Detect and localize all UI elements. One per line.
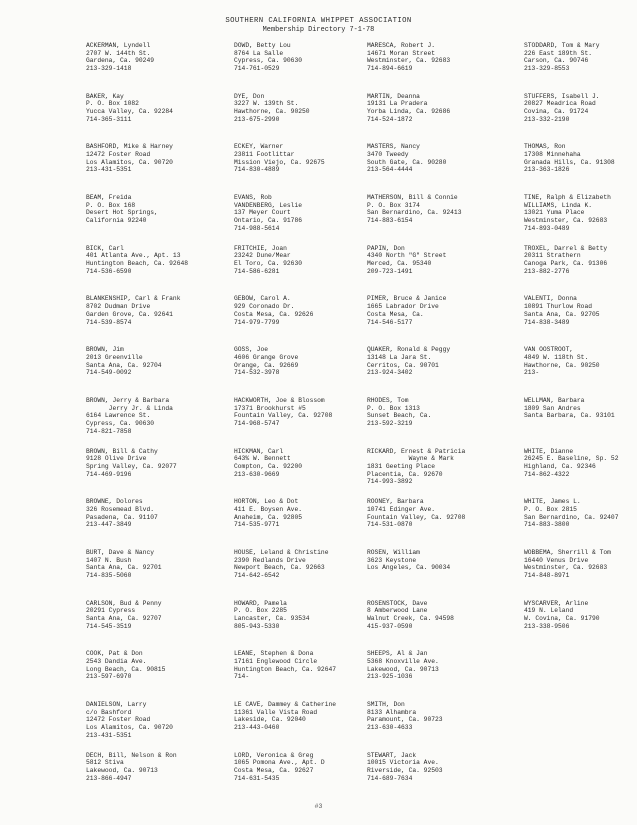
directory-entry	[367, 93, 524, 144]
directory-entry	[86, 498, 234, 549]
member-name: COOK, Pat & Don	[86, 650, 143, 658]
entry-line: 13021 Yuma Place	[524, 209, 585, 217]
directory-entry	[367, 194, 524, 245]
entry-line: Long Beach, Ca. 90815	[86, 665, 166, 673]
member-name: MARTIN, Deanna	[367, 92, 420, 100]
entry-line: Los Angeles, Ca. 90034	[367, 564, 451, 572]
directory-entry	[524, 549, 636, 600]
entry-line: Lancaster, Ca. 93534	[234, 614, 310, 622]
entry-line: 20291 Cypress	[86, 607, 136, 615]
member-name: SMITH, Don	[367, 700, 405, 708]
entry-line: 2390 Redlands Drive	[234, 556, 306, 564]
directory-entry	[524, 42, 636, 93]
entry-line: Lakewood, Ca. 90713	[367, 665, 439, 673]
directory-entry	[234, 143, 367, 194]
member-name: CARLSON, Bud & Penny	[86, 599, 162, 607]
entry-line: 2013 Greenville	[86, 353, 143, 361]
directory-entry	[367, 600, 524, 651]
entry-line: Orange, Ca. 92669	[234, 361, 299, 369]
member-name: PAPIN, Don	[367, 244, 405, 252]
entry-line: 714-524-1872	[367, 115, 413, 123]
member-name: QUAKER, Ronald & Peggy	[367, 346, 451, 354]
entry-line: Huntington Beach, Ca. 92648	[86, 260, 189, 268]
member-name: MARESCA, Robert J.	[367, 42, 436, 49]
member-name: BASHFORD, Mike & Harney	[86, 143, 173, 151]
entry-line: Garden Grove, Ca. 92641	[86, 310, 173, 318]
page-number: #3	[314, 803, 323, 810]
entry-line: California 92240	[86, 217, 147, 225]
entry-line: 213-447-3849	[86, 521, 132, 529]
entry-line: 714-988-5614	[234, 224, 280, 232]
entry-line: Covina, Ca. 91724	[524, 108, 589, 116]
entry-line: 714-	[234, 673, 250, 681]
entry-line: Desert Hot Springs,	[86, 209, 158, 217]
directory-entry	[86, 143, 234, 194]
entry-line: 714-642-6542	[234, 571, 280, 579]
entry-line: 8702 Dudman Drive	[86, 303, 151, 311]
entry-line: 5812 Stiva	[86, 759, 124, 767]
member-name: WHITE, James L.	[524, 498, 581, 506]
entry-line: 20827 Meadrica Road	[524, 100, 596, 108]
entry-line: San Bernardino, Ca. 92407	[524, 513, 619, 521]
entry-line: 714-532-3978	[234, 369, 280, 377]
entry-line: San Bernardino, Ca. 92413	[367, 209, 462, 217]
member-name: DOWD, Betty Lou	[234, 42, 291, 49]
entry-line: Westminster, Ca. 92683	[524, 564, 608, 572]
entry-line: 213-675-2990	[234, 115, 280, 123]
entry-line: Sunset Beach, Ca.	[367, 412, 432, 420]
member-name: BROWNE, Dolores	[86, 498, 143, 506]
entry-line: 17371 Brookhurst #5	[234, 404, 306, 412]
entry-line: Santa Ana, Ca. 92707	[86, 614, 162, 622]
entry-line: 213-564-4444	[367, 166, 413, 174]
entry-line: 714-883-6154	[367, 217, 413, 225]
member-name: RHODES, Tom	[367, 396, 409, 404]
entry-line: 17308 Minnehaha	[524, 151, 581, 159]
entry-line: 213-338-9506	[524, 622, 570, 630]
entry-line: Hawthorne, Ca. 90250	[524, 361, 600, 369]
directory-entry	[234, 650, 367, 701]
entry-line: P. O. Box 168	[86, 201, 136, 209]
entry-line: 929 Coronado Dr.	[234, 303, 295, 311]
entry-line: 213-431-5351	[86, 731, 132, 739]
entry-line: 1831 Geeting Place	[367, 462, 436, 470]
entry-line: WILLIAMS, Linda K.	[524, 201, 593, 209]
directory-entry	[234, 346, 367, 397]
entry-line: Placentia, Ca. 92670	[367, 470, 443, 478]
entry-line: Hawthorne, Ca. 90250	[234, 108, 310, 116]
entry-line: 714-968-5747	[234, 419, 280, 427]
entry-line: 1407 N. Bush	[86, 556, 132, 564]
entry-line: 2707 W. 144th St.	[86, 49, 151, 57]
entry-line: 19131 La Pradera	[367, 100, 428, 108]
member-name: STEWART, Jack	[367, 751, 417, 759]
directory-entry	[86, 93, 234, 144]
member-name: STODDARD, Tom & Mary	[524, 42, 600, 49]
entry-line: 11361 Valle Vista Road	[234, 708, 318, 716]
page-header	[0, 17, 637, 35]
entry-line: 3623 Keystone	[367, 556, 417, 564]
directory-grid	[86, 42, 636, 802]
member-name: HOWARD, Pamela	[234, 599, 287, 607]
entry-line: 10015 Victoria Ave.	[367, 759, 439, 767]
entry-line: 14671 Moran Street	[367, 49, 436, 57]
directory-entry	[86, 397, 234, 448]
entry-line: Spring Valley, Ca. 92077	[86, 462, 177, 470]
member-name: DECH, Bill, Nelson & Ron	[86, 751, 177, 759]
entry-line: Fountain Valley, Ca. 92708	[234, 412, 333, 420]
directory-entry	[86, 549, 234, 600]
entry-line: 213-443-0460	[234, 724, 280, 731]
entry-line: 8133 Alhambra	[367, 708, 417, 716]
member-name: DYE, Don	[234, 92, 265, 100]
directory-entry	[86, 650, 234, 701]
member-name: TINE, Ralph & Elizabeth	[524, 194, 611, 202]
entry-line: P. O. Box 2815	[524, 505, 577, 513]
entry-line: Yorba Linda, Ca. 92686	[367, 108, 451, 116]
entry-line: 4340 North "G" Street	[367, 252, 447, 260]
entry-line: Santa Ana, Ca. 92704	[86, 361, 162, 369]
entry-line: 213-332-2190	[524, 115, 570, 123]
entry-line: Jerry Jr. & Linda	[86, 404, 173, 412]
directory-entry	[367, 701, 524, 752]
directory-entry	[86, 600, 234, 651]
directory-entry	[234, 549, 367, 600]
entry-line: Mission Viejo, Ca. 92675	[234, 158, 325, 166]
directory-entry	[524, 448, 636, 499]
entry-line: 714-848-8971	[524, 571, 570, 579]
entry-line: 6164 Lawrence St.	[86, 412, 151, 420]
member-name: HORTON, Leo & Dot	[234, 498, 299, 506]
entry-line: 8 Amberwood Lane	[367, 607, 428, 615]
entry-line: Costa Mesa, Ca. 92626	[234, 310, 314, 318]
entry-line: Yucca Valley, Ca. 92284	[86, 108, 173, 116]
entry-line: 714-535-9771	[234, 521, 280, 529]
entry-line: 213-431-5351	[86, 166, 132, 174]
member-name: BROWN, Jim	[86, 346, 124, 354]
member-name: FRITCHIE, Joan	[234, 244, 287, 252]
entry-line: Paramount, Ca. 90723	[367, 716, 443, 724]
entry-line: Pasadena, Ca. 91107	[86, 513, 158, 521]
directory-entry	[367, 448, 524, 499]
directory-entry	[367, 498, 524, 549]
entry-line: Westminster, Ca. 92683	[524, 217, 608, 225]
entry-line: 714-979-7799	[234, 318, 280, 326]
member-name: EVANS, Rob	[234, 194, 272, 202]
directory-entry	[524, 93, 636, 144]
entry-line: 3227 W. 139th St.	[234, 100, 299, 108]
directory-entry	[524, 245, 636, 296]
entry-line: 714-821-7858	[86, 427, 132, 435]
entry-line: 714-631-5435	[234, 774, 280, 782]
member-name: LEANE, Stephen & Dona	[234, 650, 314, 658]
page-title: SOUTHERN CALIFORNIA WHIPPET ASSOCIATION	[225, 17, 412, 25]
directory-entry	[86, 448, 234, 499]
entry-line: Lakeside, Ca. 92040	[234, 716, 306, 724]
entry-line: 213-866-4947	[86, 774, 132, 782]
member-name: BROWN, Jerry & Barbara	[86, 396, 170, 404]
entry-line: VANDENBERG, Leslie	[234, 201, 303, 209]
entry-line: 12472 Foster Road	[86, 151, 151, 159]
entry-line: 714-531-0870	[367, 521, 413, 529]
entry-line: 401 Atlanta Ave., Apt. 13	[86, 252, 181, 260]
member-name: MASTERS, Nancy	[367, 143, 420, 151]
entry-line: 213-329-1418	[86, 65, 132, 73]
entry-line: 213-592-3219	[367, 419, 413, 427]
entry-line: Fountain Valley, Ca. 92708	[367, 513, 466, 521]
member-name: HOUSE, Leland & Christine	[234, 548, 329, 556]
directory-entry	[234, 448, 367, 499]
member-name: BICK, Carl	[86, 244, 124, 252]
member-name: WOBBEMA, Sherrill & Tom	[524, 548, 611, 556]
directory-entry	[367, 42, 524, 93]
directory-entry	[367, 245, 524, 296]
entry-line: 16440 Venus Drive	[524, 556, 589, 564]
entry-line: Westminster, Ca. 92683	[367, 57, 451, 65]
entry-line: 1809 San Andres	[524, 404, 581, 412]
entry-line: Santa Barbara, Ca. 93101	[524, 412, 615, 420]
entry-line: 209-723-1491	[367, 267, 413, 275]
directory-entry	[524, 498, 636, 549]
entry-line: 714-539-8574	[86, 318, 132, 326]
member-name: BLANKENSHIP, Carl & Frank	[86, 295, 181, 303]
entry-line: 2543 Dandia Ave.	[86, 657, 147, 665]
entry-line: 17161 Englewood Circle	[234, 657, 318, 665]
entry-line: Canoga Park, Ca. 91306	[524, 260, 608, 268]
directory-entry	[234, 194, 367, 245]
entry-line: Los Alamitos, Ca. 90720	[86, 724, 173, 731]
directory-entry	[234, 397, 367, 448]
entry-line: 326 Rosemead Blvd.	[86, 505, 155, 513]
directory-entry	[86, 194, 234, 245]
entry-line: 714-546-5177	[367, 318, 413, 326]
directory-entry	[86, 295, 234, 346]
entry-line: Cypress, Ca. 90630	[234, 57, 303, 65]
entry-line: Riverside, Ca. 92503	[367, 767, 443, 774]
directory-entry	[524, 295, 636, 346]
directory-entry	[86, 701, 234, 752]
entry-line: Santa Ana, Ca. 92701	[86, 564, 162, 572]
entry-line: P. O. Box 3174	[367, 201, 420, 209]
entry-line: 213-630-9669	[234, 470, 280, 478]
member-name: LE CAVE, Dammey & Catherine	[234, 700, 337, 708]
directory-entry	[524, 194, 636, 245]
entry-line: Anaheim, Ca. 92805	[234, 513, 303, 521]
entry-line: Ontario, Ca. 91786	[234, 217, 303, 225]
entry-line: 9128 Olive Drive	[86, 455, 147, 463]
directory-entry	[86, 346, 234, 397]
directory-entry	[234, 752, 367, 803]
directory-entry	[367, 549, 524, 600]
entry-line: 8764 La Salle	[234, 49, 284, 57]
entry-line: 714-761-0529	[234, 65, 280, 73]
directory-entry	[86, 245, 234, 296]
entry-line: 714-689-7634	[367, 774, 413, 782]
entry-line: W. Covina, Ca. 91790	[524, 614, 600, 622]
member-name: BEAM, Freida	[86, 194, 132, 202]
directory-entry	[367, 295, 524, 346]
entry-line: 213-597-6970	[86, 673, 132, 681]
directory-entry	[234, 42, 367, 93]
member-name: THOMAS, Ron	[524, 143, 566, 151]
entry-line: 213-925-1036	[367, 673, 413, 681]
member-name: ROSENSTOCK, Dave	[367, 599, 428, 607]
entry-line: 1665 Labrador Drive	[367, 303, 439, 311]
member-name: PIMER, Bruce & Janice	[367, 295, 447, 303]
entry-line: 213-363-1826	[524, 166, 570, 174]
entry-line: 714-586-6281	[234, 267, 280, 275]
directory-entry	[234, 701, 367, 752]
member-name: STUFFERS, Isabell J.	[524, 92, 600, 100]
entry-line: Granada Hills, Ca. 91308	[524, 158, 615, 166]
entry-line: 4849 W. 118th St.	[524, 353, 589, 361]
entry-line: 12472 Foster Road	[86, 716, 151, 724]
member-name: RICKARD, Ernest & Patricia	[367, 447, 466, 455]
entry-line: Walnut Creek, Ca. 94598	[367, 614, 454, 622]
entry-line: 213-	[524, 369, 540, 377]
member-name: TROXEL, Darrel & Betty	[524, 244, 608, 252]
entry-line: 643% W. Bennett	[234, 455, 291, 463]
entry-line: Newport Beach, Ca. 92663	[234, 564, 325, 572]
directory-entry	[524, 346, 636, 397]
directory-entry	[86, 42, 234, 93]
entry-line: Compton, Ca. 92200	[234, 462, 303, 470]
entry-line: 5368 Knoxville Ave.	[367, 657, 439, 665]
member-name: WYSCARVER, Arline	[524, 599, 589, 607]
member-name: DANIELSON, Larry	[86, 700, 147, 708]
entry-line: 714-469-9196	[86, 470, 132, 478]
directory-entry	[86, 752, 234, 803]
entry-line: Carson, Ca. 90746	[524, 57, 589, 65]
member-name: BROWN, Bill & Cathy	[86, 447, 158, 455]
directory-entry	[367, 346, 524, 397]
entry-line: 213-924-3402	[367, 369, 413, 377]
directory-entry	[367, 143, 524, 194]
member-name: LORD, Veronica & Greg	[234, 751, 314, 759]
entry-line: 415-937-0590	[367, 622, 413, 630]
member-name: SHEEPS, Al & Jan	[367, 650, 428, 658]
page-subtitle: Membership Directory 7-1-78	[262, 26, 375, 34]
directory-entry	[234, 498, 367, 549]
entry-line: Lakewood, Ca. 90713	[86, 767, 158, 774]
directory-entry	[524, 397, 636, 448]
entry-line: 226 East 189th St.	[524, 49, 593, 57]
member-name: WHITE, Dianne	[524, 447, 574, 455]
entry-line: 714-365-3111	[86, 115, 132, 123]
entry-line: 137 Meyer Court	[234, 209, 291, 217]
entry-line: 714-536-6590	[86, 267, 132, 275]
entry-line: Merced, Ca. 95340	[367, 260, 432, 268]
entry-line: 419 N. Leland	[524, 607, 574, 615]
member-name: ROONEY, Barbara	[367, 498, 424, 506]
entry-line: 10741 Edinger Ave.	[367, 505, 436, 513]
directory-entry	[524, 600, 636, 651]
entry-line: 13148 La Jara St.	[367, 353, 432, 361]
member-name: HICKMAN, Carl	[234, 447, 284, 455]
directory-entry	[367, 397, 524, 448]
entry-line: Santa Ana, Ca. 92705	[524, 310, 600, 318]
directory-entry	[367, 650, 524, 701]
entry-line: 714-549-0092	[86, 369, 132, 377]
member-name: ACKERMAN, Lyndell	[86, 42, 151, 49]
directory-entry	[234, 600, 367, 651]
entry-line: Cerritos, Ca. 90701	[367, 361, 439, 369]
entry-line: 23811 Footlittar	[234, 151, 295, 159]
entry-line: Wayne & Mark	[367, 455, 454, 463]
entry-line: 213-882-2776	[524, 267, 570, 275]
member-name: GEBOW, Carol A.	[234, 295, 291, 303]
entry-line: Cypress, Ca. 90630	[86, 419, 155, 427]
entry-line: 714-830-4889	[234, 166, 280, 174]
entry-line: 714-993-3892	[367, 478, 413, 486]
member-name: ROSEN, William	[367, 548, 420, 556]
entry-line: Los Alamitos, Ca. 90720	[86, 158, 173, 166]
entry-line: 10891 Thurlow Road	[524, 303, 593, 311]
entry-line: 714-545-3519	[86, 622, 132, 630]
entry-line: 1065 Pomona Ave., Apt. D	[234, 759, 325, 767]
entry-line: 714-894-6619	[367, 65, 413, 73]
entry-line: 714-862-4322	[524, 470, 570, 478]
entry-line: 213-329-8553	[524, 65, 570, 73]
entry-line: 213-630-4633	[367, 724, 413, 731]
entry-line: 23242 Dune/Mear	[234, 252, 291, 260]
entry-line: South Gate, Ca. 90280	[367, 158, 447, 166]
directory-entry	[234, 245, 367, 296]
directory-entry	[367, 752, 524, 803]
member-name: HACKWORTH, Joe & Blossom	[234, 396, 325, 404]
entry-line: Gardena, Ca. 90249	[86, 57, 155, 65]
entry-line: 3470 Tweedy	[367, 151, 409, 159]
entry-line: Highland, Ca. 92346	[524, 462, 596, 470]
member-name: VAN OOSTROOT,	[524, 346, 574, 354]
directory-entry	[234, 93, 367, 144]
member-name: VALENTI, Donna	[524, 295, 577, 303]
directory-entry	[524, 143, 636, 194]
entry-line: 714-838-3489	[524, 318, 570, 326]
entry-line: 4606 Grange Grove	[234, 353, 299, 361]
entry-line: 714-835-5060	[86, 571, 132, 579]
entry-line: Huntington Beach, Ca. 92647	[234, 665, 337, 673]
entry-line: Costa Mesa, Ca.	[367, 310, 424, 318]
member-name: GOSS, Joe	[234, 346, 269, 354]
member-name: BURT, Dave & Nancy	[86, 548, 155, 556]
entry-line: 714-883-3800	[524, 521, 570, 529]
entry-line: P. O. Box 1082	[86, 100, 139, 108]
entry-line: P. O. Box 2285	[234, 607, 287, 615]
entry-line: 26245 E. Baseline, Sp. 52	[524, 455, 619, 463]
member-name: MATHERSON, Bill & Connie	[367, 194, 458, 202]
entry-line: Costa Mesa, Ca. 92627	[234, 767, 314, 774]
member-name: ECKEY, Warner	[234, 143, 284, 151]
entry-line: 20311 Strathern	[524, 252, 581, 260]
entry-line: 714-893-0489	[524, 224, 570, 232]
directory-entry	[234, 295, 367, 346]
entry-line: 805-943-5330	[234, 622, 280, 630]
entry-line: 411 E. Boysen Ave.	[234, 505, 303, 513]
entry-line: P. O. Box 1313	[367, 404, 420, 412]
entry-line: El Toro, Ca. 92630	[234, 260, 303, 268]
entry-line: c/o Bashford	[86, 708, 132, 716]
member-name: WELLMAN, Barbara	[524, 396, 585, 404]
member-name: BAKER, Kay	[86, 92, 124, 100]
